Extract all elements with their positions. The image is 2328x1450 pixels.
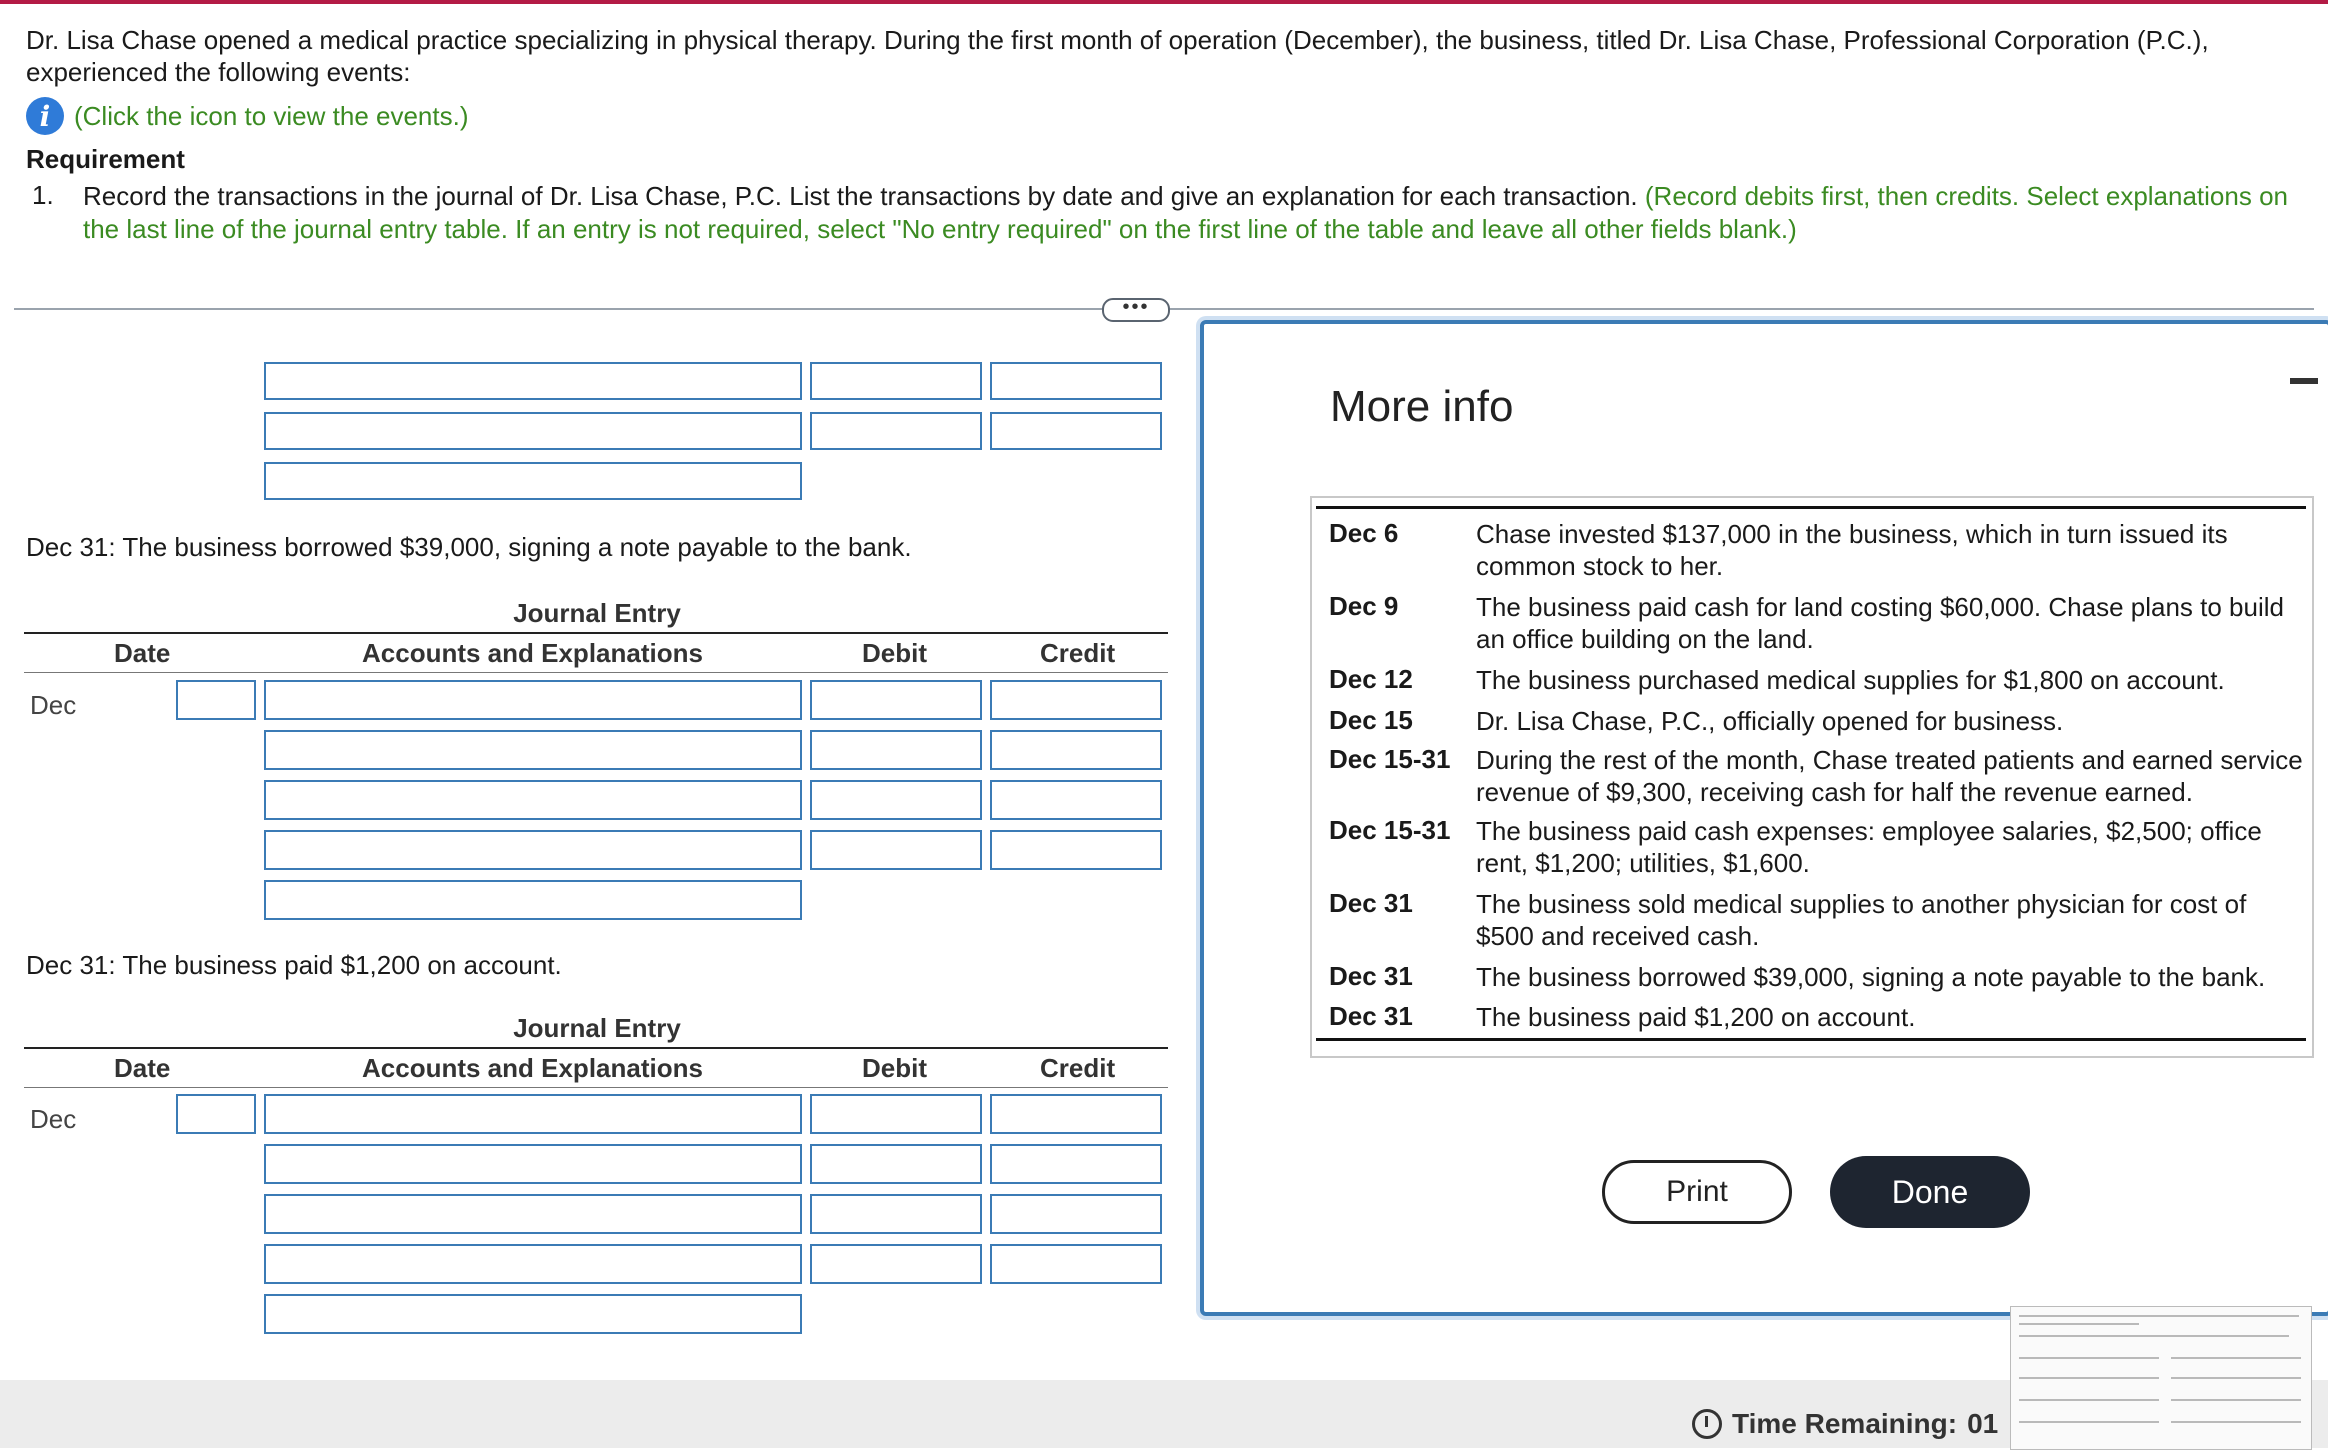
debit-input[interactable]	[810, 1194, 982, 1234]
problem-intro: Dr. Lisa Chase opened a medical practice specializing in physical therapy. During the first month of operation (December), the business, titled Dr. Lisa Chase, Professional Corporation (P.C.), experienced the following events:	[26, 25, 2209, 87]
credit-input[interactable]	[990, 1194, 1162, 1234]
debit-input[interactable]	[810, 1144, 982, 1184]
requirement-instructions: (Record debits first, then credits. Select explanations on the last line of the journal entry table. If an entry is not required, select "No entry required" on the first line of the table and leave all other fields blank.)	[83, 181, 2288, 244]
dialog-title: More info	[1330, 382, 1514, 431]
event-date: Dec 31	[1329, 1001, 1413, 1031]
table-rule	[24, 672, 1168, 673]
entry-prompt: Dec 31: The business paid $1,200 on account.	[26, 950, 562, 980]
event-date: Dec 15-31	[1329, 744, 1451, 774]
debit-input[interactable]	[810, 1244, 982, 1284]
table-rule	[24, 1087, 1168, 1088]
event-date: Dec 15-31	[1329, 815, 1451, 845]
debit-input[interactable]	[810, 830, 982, 870]
event-date: Dec 15	[1329, 705, 1413, 735]
col-accounts: Accounts and Explanations	[362, 1053, 703, 1083]
account-input[interactable]	[264, 1144, 802, 1184]
print-button[interactable]: Print	[1602, 1160, 1792, 1224]
col-credit: Credit	[1040, 1053, 1116, 1083]
entry-prompt: Dec 31: The business borrowed $39,000, signing a note payable to the bank.	[26, 532, 912, 562]
credit-input[interactable]	[990, 680, 1162, 720]
account-input[interactable]	[264, 1244, 802, 1284]
journal-entry-title: Journal Entry	[513, 1013, 681, 1043]
table-rule	[24, 1047, 1168, 1049]
thumbnail-line	[2019, 1357, 2159, 1359]
event-description: The business paid cash for land costing $60,000. Chase plans to build an office building on the land.	[1476, 592, 2284, 654]
date-month: Dec	[30, 1104, 77, 1134]
thumbnail-line	[2019, 1323, 2139, 1325]
requirement-title: Requirement	[26, 144, 185, 174]
thumbnail-line	[2019, 1421, 2159, 1423]
minimize-icon[interactable]	[2290, 378, 2318, 384]
requirement-text	[83, 180, 2303, 246]
thumbnail-line	[2019, 1377, 2159, 1379]
explanation-input[interactable]	[264, 880, 802, 920]
table-rule	[24, 632, 1168, 634]
info-icon[interactable]: i	[26, 97, 64, 135]
debit-input[interactable]	[810, 1094, 982, 1134]
credit-input[interactable]	[990, 780, 1162, 820]
thumbnail-line	[2171, 1377, 2301, 1379]
event-date: Dec 6	[1329, 518, 1399, 548]
time-label: Time Remaining:	[1732, 1408, 1958, 1439]
debit-input[interactable]	[810, 362, 982, 400]
event-description: Dr. Lisa Chase, P.C., officially opened for business.	[1476, 706, 2064, 736]
col-credit: Credit	[1040, 638, 1116, 668]
thumbnail-line	[2171, 1357, 2301, 1359]
date-month: Dec	[30, 690, 77, 720]
page-thumbnail[interactable]	[2010, 1306, 2312, 1450]
done-button[interactable]: Done	[1830, 1156, 2030, 1228]
credit-input[interactable]	[990, 1144, 1162, 1184]
view-events-link[interactable]	[26, 96, 469, 136]
event-description: The business paid $1,200 on account.	[1476, 1002, 1916, 1032]
debit-input[interactable]	[810, 730, 982, 770]
event-description: During the rest of the month, Chase treated patients and earned service revenue of $9,300, receiving cash for half the revenue earned.	[1476, 745, 2303, 807]
table-rule	[1316, 1038, 2306, 1041]
account-input[interactable]	[264, 1194, 802, 1234]
col-accounts: Accounts and Explanations	[362, 638, 703, 668]
debit-input[interactable]	[810, 680, 982, 720]
event-description: Chase invested $137,000 in the business, which in turn issued its common stock to her.	[1476, 519, 2228, 581]
credit-input[interactable]	[990, 412, 1162, 450]
credit-input[interactable]	[990, 1094, 1162, 1134]
top-accent-bar	[0, 0, 2328, 4]
explanation-input[interactable]	[264, 462, 802, 500]
day-input[interactable]	[176, 680, 256, 720]
event-description: The business purchased medical supplies for $1,800 on account.	[1476, 665, 2225, 695]
journal-entry-title: Journal Entry	[513, 598, 681, 628]
thumbnail-line	[2019, 1315, 2299, 1317]
credit-input[interactable]	[990, 362, 1162, 400]
explanation-input[interactable]	[264, 1294, 802, 1334]
thumbnail-line	[2019, 1399, 2159, 1401]
account-input[interactable]	[264, 680, 802, 720]
col-date: Date	[114, 638, 171, 668]
day-input[interactable]	[176, 1094, 256, 1134]
event-date: Dec 31	[1329, 888, 1413, 918]
thumbnail-line	[2019, 1335, 2289, 1337]
thumbnail-line	[2171, 1399, 2301, 1401]
account-input[interactable]	[264, 412, 802, 450]
event-description: The business borrowed $39,000, signing a note payable to the bank.	[1476, 962, 2266, 992]
col-date: Date	[114, 1053, 171, 1083]
view-events-label[interactable]: (Click the icon to view the events.)	[74, 100, 469, 131]
thumbnail-line	[2171, 1421, 2301, 1423]
credit-input[interactable]	[990, 830, 1162, 870]
credit-input[interactable]	[990, 730, 1162, 770]
time-value: 01	[1967, 1408, 1999, 1439]
event-date: Dec 12	[1329, 664, 1413, 694]
debit-input[interactable]	[810, 412, 982, 450]
time-remaining	[1692, 1408, 1998, 1440]
expand-handle[interactable]: •••	[1102, 298, 1170, 322]
account-input[interactable]	[264, 780, 802, 820]
debit-input[interactable]	[810, 780, 982, 820]
clock-icon	[1692, 1409, 1722, 1439]
col-debit: Debit	[862, 638, 927, 668]
credit-input[interactable]	[990, 1244, 1162, 1284]
account-input[interactable]	[264, 830, 802, 870]
account-input[interactable]	[264, 1094, 802, 1134]
event-date: Dec 31	[1329, 961, 1413, 991]
event-description: The business paid cash expenses: employee salaries, $2,500; office rent, $1,200; utilities, $1,600.	[1476, 816, 2262, 878]
event-description: The business sold medical supplies to another physician for cost of $500 and received cash.	[1476, 889, 2247, 951]
account-input[interactable]	[264, 730, 802, 770]
table-rule	[1316, 506, 2306, 509]
event-date: Dec 9	[1329, 591, 1399, 621]
col-debit: Debit	[862, 1053, 927, 1083]
requirement-number: 1.	[32, 180, 54, 210]
requirement-main-text: Record the transactions in the journal of Dr. Lisa Chase, P.C. List the transactions by date and give an explanation for each transaction.	[83, 181, 1638, 211]
account-input[interactable]	[264, 362, 802, 400]
